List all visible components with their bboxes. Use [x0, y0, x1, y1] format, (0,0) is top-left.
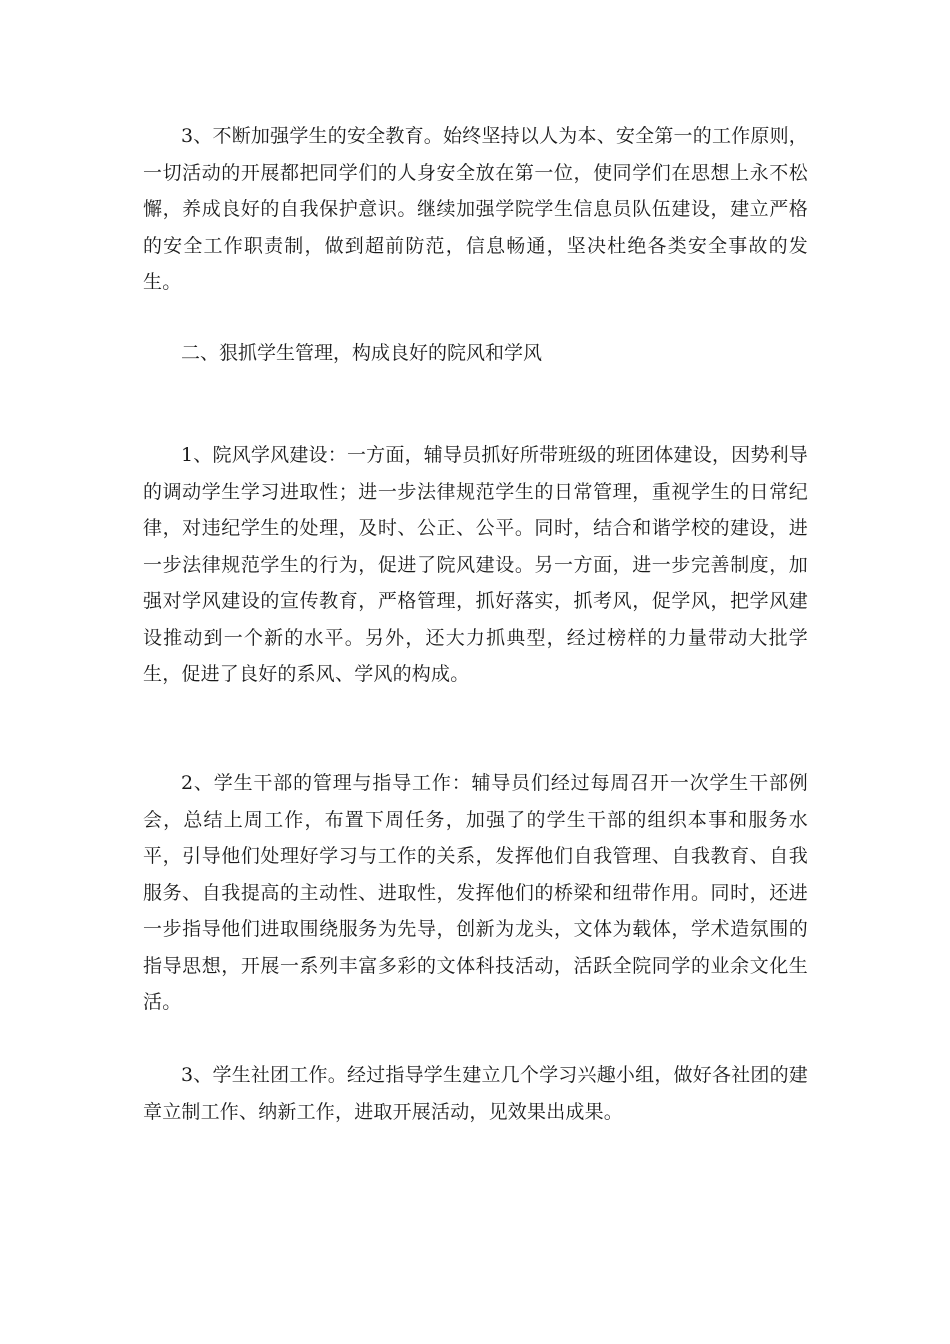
paragraph-student-clubs: 3、学生社团工作。经过指导学生建立几个学习兴趣小组，做好各社团的建章立制工作、纳新工作，进取开展活动，见效果出成果。 — [143, 1064, 808, 1123]
section-heading-student-management: 二、狠抓学生管理，构成良好的院风和学风 — [181, 342, 543, 364]
paragraph-college-style-building: 1、院风学风建设：一方面，辅导员抓好所带班级的班团体建设，因势利导的调动学生学习进取性；进一步法律规范学生的日常管理，重视学生的日常纪律，对违纪学生的处理，及时、公正、公平。同时，结合和谐学校的建设，进一步法律规范学生的行为，促进了院风建设。另一方面，进一步完善制度，加强对学风建设的宣传教育，严格管理，抓好落实，抓考风，促学风，把学风建设推动到一个新的水平。另外，还大力抓典型，经过榜样的力量带动大批学生，促进了良好的系风、学风的构成。 — [143, 444, 808, 685]
paragraph-student-cadre-management: 2、学生干部的管理与指导工作：辅导员们经过每周召开一次学生干部例会，总结上周工作，布置下周任务，加强了的学生干部的组织本事和服务水平，引导他们处理好学习与工作的关系，发挥他们自我管理、自我教育、自我服务、自我提高的主动性、进取性，发挥他们的桥梁和纽带作用。同时，还进一步指导他们进取围绕服务为先导，创新为龙头，文体为载体，学术造氛围的指导思想，开展一系列丰富多彩的文体科技活动，活跃全院同学的业余文化生活。 — [143, 772, 808, 1013]
paragraph-safety-education: 3、不断加强学生的安全教育。始终坚持以人为本、安全第一的工作原则，一切活动的开展都把同学们的人身安全放在第一位，使同学们在思想上永不松懈，养成良好的自我保护意识。继续加强学院学生信息员队伍建设，建立严格的安全工作职责制，做到超前防范，信息畅通，坚决杜绝各类安全事故的发生。 — [143, 125, 808, 293]
